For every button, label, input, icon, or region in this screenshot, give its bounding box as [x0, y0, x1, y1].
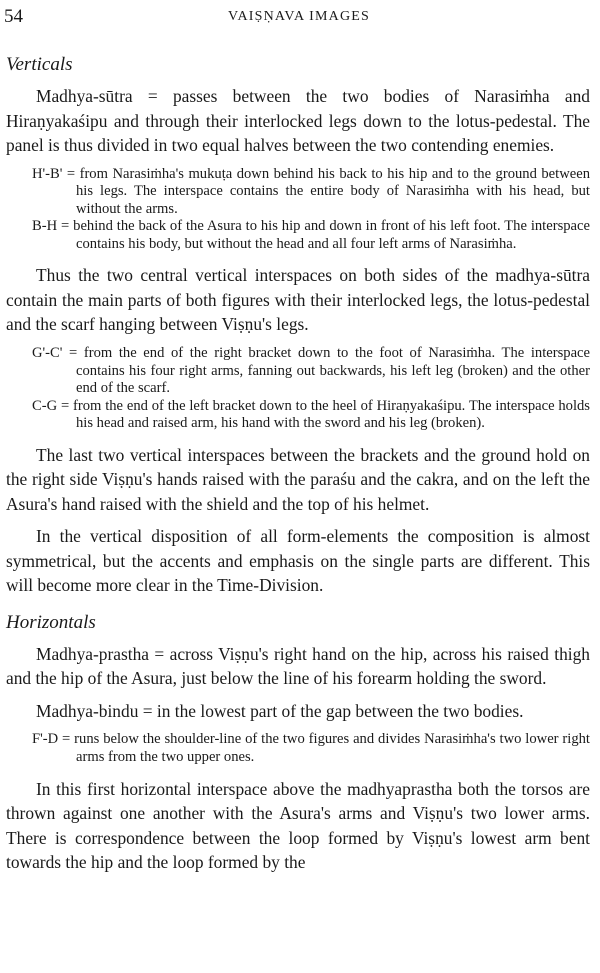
note-paragraph: F'-D = runs below the shoulder-line of the two figures and divides Narasiṁha's two lower right arms from the two upper ones.	[32, 731, 590, 766]
note-paragraph: G'-C' = from the end of the right bracket down to the foot of Narasiṁha. The interspace contains his four right arms, fanning out backwards, his left leg (broken) and the other end of the scarf.	[32, 344, 590, 397]
paragraph: Madhya-prastha = across Viṣṇu's right hand on the hip, across his raised thigh and the hip of the Asura, just below the line of his forearm holding the sword.	[6, 643, 590, 689]
page-number: 54	[4, 6, 23, 27]
paragraph: In the vertical disposition of all form-elements the composition is almost symmetrical, but the accents and emphasis on the single parts are different. This will become more clear in the Time-Division.	[6, 526, 590, 596]
paragraph: Madhya-bindu = in the lowest part of the gap between the two bodies.	[36, 700, 524, 721]
page-header	[4, 6, 594, 32]
running-head: VAIṢṆAVA IMAGES	[227, 9, 371, 24]
paragraph: Thus the two central vertical interspaces on both sides of the madhya-sūtra contain the main parts of both figures with their interlocked legs, the lotus-pedestal and the scarf hanging between Viṣṇu's legs.	[6, 265, 590, 335]
paragraph: Madhya-sūtra = passes between the two bodies of Narasiṁha and Hiraṇyakaśipu and through their interlocked legs down to the lotus-pedestal. The panel is thus divided in two equal halves between the two contending enemies.	[6, 86, 590, 155]
paragraph: The last two vertical interspaces between the brackets and the ground hold on the right side Viṣṇu's hands raised with the paraśu and the cakra, and on the left the Asura's hand raised with the shield and the top of his helmet.	[6, 444, 590, 514]
section-heading-verticals: Verticals	[6, 54, 73, 75]
note-paragraph: B-H = behind the back of the Asura to his hip and down in front of his left foot. The interspace contains his body, but without the head and all four left arms of Narasiṁha.	[32, 218, 590, 252]
section-heading-horizontals: Horizontals	[6, 611, 96, 633]
page-body	[6, 54, 590, 883]
note-paragraph: H'-B' = from Narasiṁha's mukuṭa down behind his back to his hip and to the ground between his legs. The interspace contains the entire body of Narasiṁha with his head, but without the arms.	[32, 165, 590, 217]
paragraph: In this first horizontal interspace above the madhyaprastha both the torsos are thrown against one another with the Asura's arms and Viṣṇu's two lower arms. There is correspondence between the loop formed by Viṣṇu's lowest arm bent towards the hip and the loop formed by the	[6, 778, 590, 873]
note-paragraph: C-G = from the end of the left bracket down to the heel of Hiraṇyakaśipu. The interspace holds his head and raised arm, his hand with the sword and his leg (broken).	[32, 397, 590, 432]
